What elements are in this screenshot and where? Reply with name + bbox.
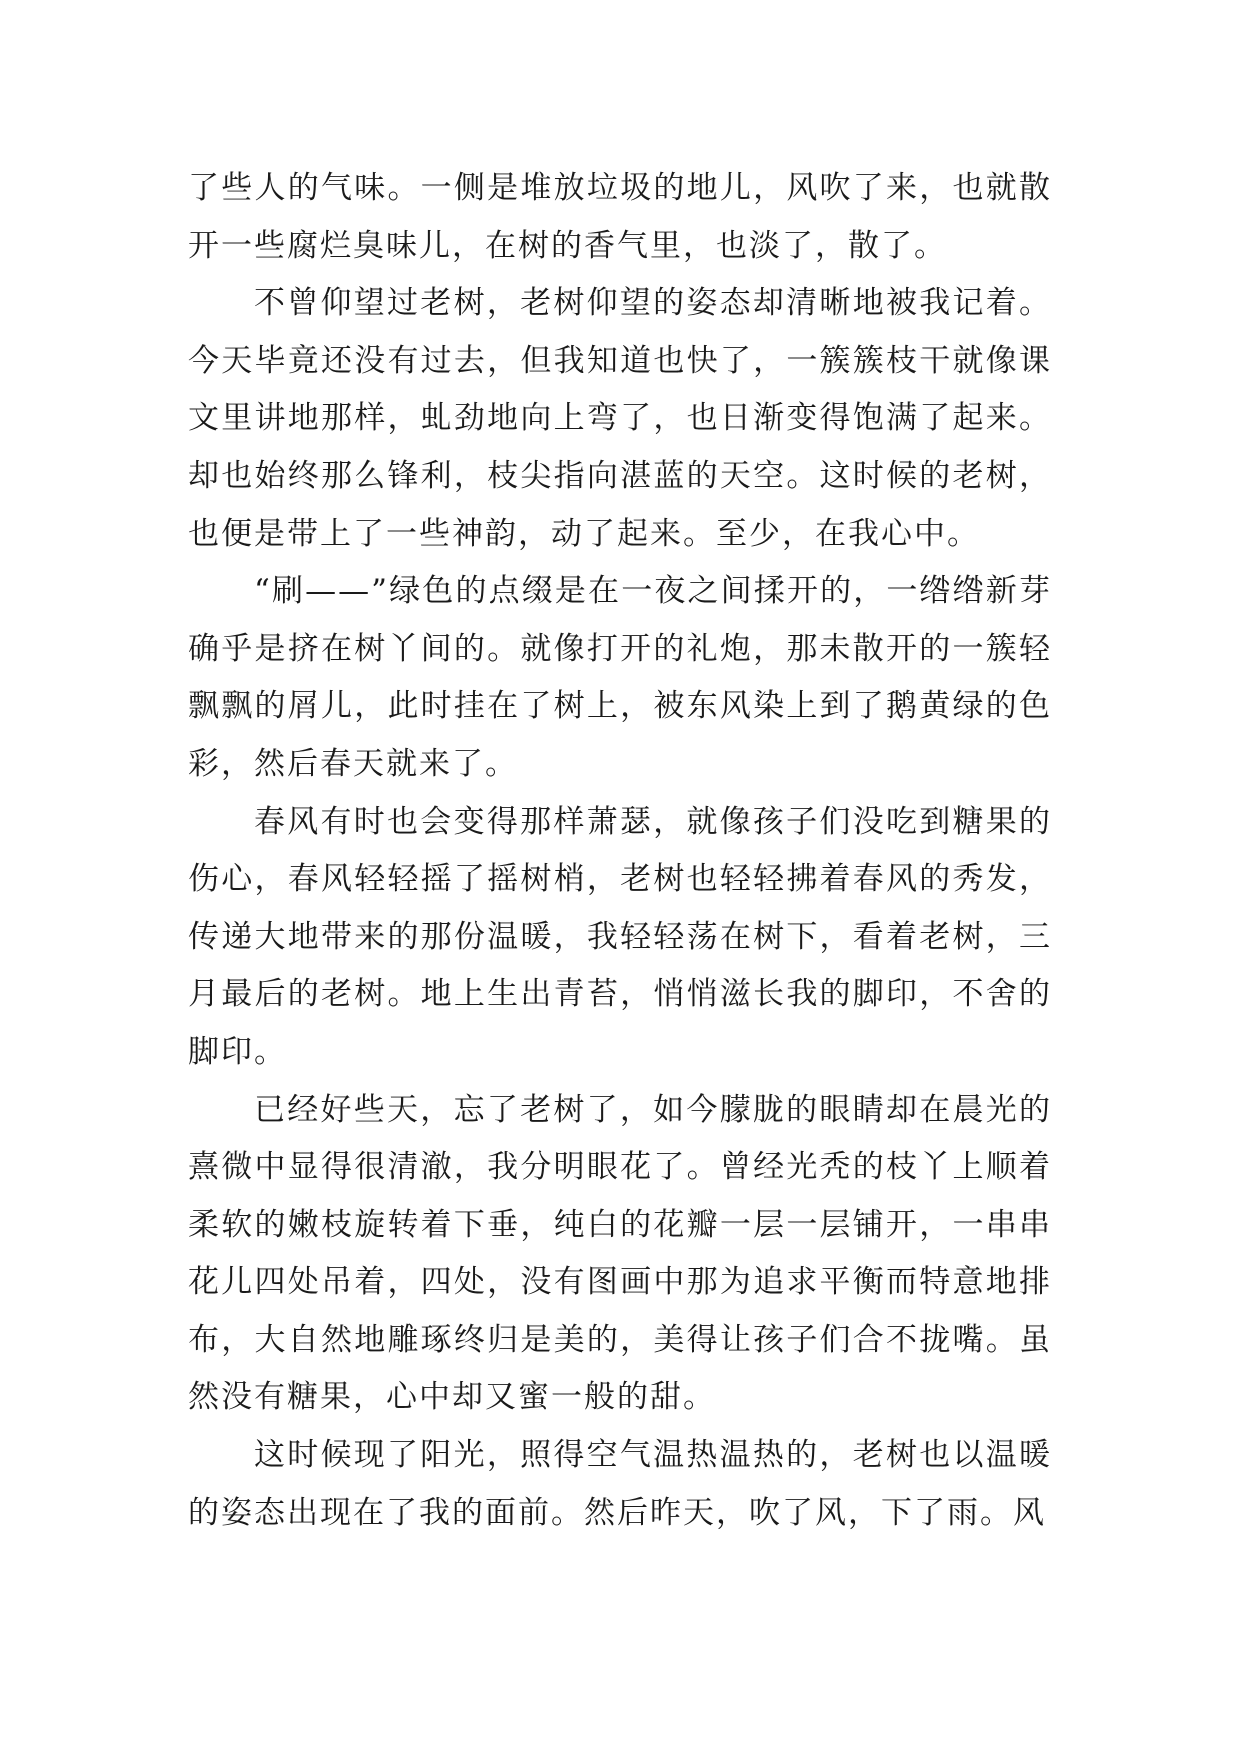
paragraph-6: 这时候现了阳光，照得空气温热温热的，老树也以温暖的姿态出现在了我的面前。然后昨天，吹了风，下了雨。风 [188,1437,1052,1531]
body-text [188,160,1052,1542]
paragraph-3: “刷——”绿色的点缀是在一夜之间揉开的，一绺绺新芽确乎是挤在树丫间的。就像打开的礼炮，那未散开的一簇轻飘飘的屑儿，此时挂在了树上，被东风染上到了鹅黄绿的色彩，然后春天就来了。 [188,573,1052,782]
paragraph-1: 了些人的气味。一侧是堆放垃圾的地儿，风吹了来，也就散开一些腐烂臭味儿，在树的香气里，也淡了，散了。 [188,170,1052,264]
paragraph-2: 不曾仰望过老树，老树仰望的姿态却清晰地被我记着。今天毕竟还没有过去，但我知道也快了，一簇簇枝干就像课文里讲地那样，虬劲地向上弯了，也日渐变得饱满了起来。却也始终那么锋利，枝尖指向湛蓝的天空。这时候的老树，也便是带上了一些神韵，动了起来。至少，在我心中。 [188,285,1052,552]
paragraph-5: 已经好些天，忘了老树了，如今朦胧的眼睛却在晨光的熹微中显得很清澈，我分明眼花了。曾经光秃的枝丫上顺着柔软的嫩枝旋转着下垂，纯白的花瓣一层一层铺开，一串串花儿四处吊着，四处，没有图画中那为追求平衡而特意地排布，大自然地雕琢终归是美的，美得让孩子们合不拢嘴。虽然没有糖果，心中却又蜜一般的甜。 [188,1091,1052,1416]
paragraph-4: 春风有时也会变得那样萧瑟，就像孩子们没吃到糖果的伤心，春风轻轻摇了摇树梢，老树也轻轻拂着春风的秀发，传递大地带来的那份温暖，我轻轻荡在树下，看着老树，三月最后的老树。地上生出青苔，悄悄滋长我的脚印，不舍的脚印。 [188,803,1052,1070]
